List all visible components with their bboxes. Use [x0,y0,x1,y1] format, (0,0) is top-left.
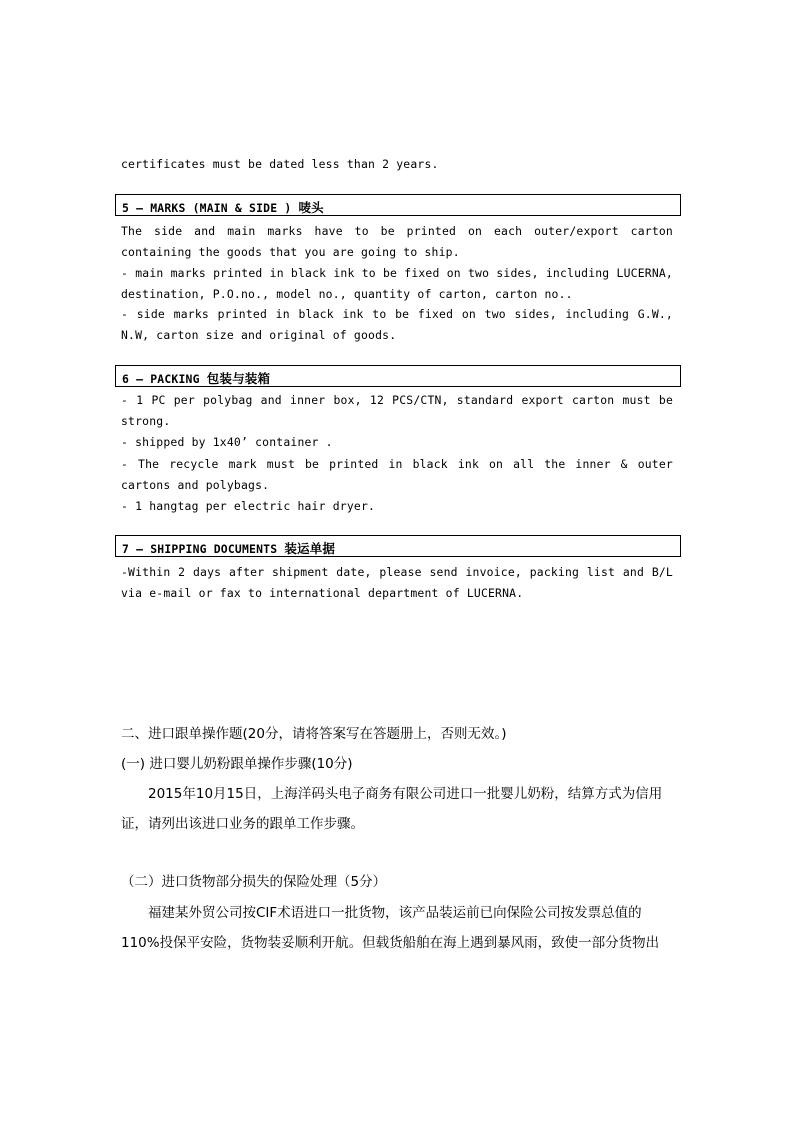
section-5-line-5: - side marks printed in black ink to be fixed on two sides, including G.W., [121,307,673,321]
section-7-heading-zh: 装运单据 [284,541,336,556]
section-5-line-3: - main marks printed in black ink to be fixed on two sides, including LUCERNA, [121,266,673,280]
section-6-line-6: - 1 hangtag per electric hair dryer. [121,499,376,513]
section-6-heading-zh: 包装与装箱 [206,371,271,386]
section-7-header [115,535,681,557]
section-6-heading [122,369,270,387]
section-6-line-3: - shipped by 1x40’ container . [121,435,333,449]
section-5-line-4: destination, P.O.no., model no., quantity of carton, carton no.. [121,287,573,301]
q1-line-2: 证，请列出该进口业务的跟单工作步骤。 [121,816,364,832]
section-5-heading-en: 5 – MARKS (MAIN & SIDE ) [122,201,299,215]
q2-title: （二）进口货物部分损失的保险处理（5分） [121,874,387,890]
section-5-line-2: containing the goods that you are going to ship. [121,245,460,259]
section-6-line-5: cartons and polybags. [121,478,270,492]
section-6-line-1: - 1 PC per polybag and inner box, 12 PCS/CTN, standard export carton must be [121,393,673,407]
section-6-line-4: - The recycle mark must be printed in black ink on all the inner & outer [121,457,673,471]
q1-title: (一) 进口婴儿奶粉跟单操作步骤(10分) [121,756,353,772]
section-6-line-2: strong. [121,414,171,428]
section-5-heading-zh: 唛头 [298,200,324,215]
section-7-line-1: -Within 2 days after shipment date, please send invoice, packing list and B/L [121,565,673,579]
section-5-heading [122,198,324,216]
section-5-header [115,194,681,216]
section-6-heading-en: 6 – PACKING [122,372,207,386]
section-5-line-1: The side and main marks have to be printed on each outer/export carton [121,224,673,238]
q2-line-1: 福建某外贸公司按CIF术语进口一批货物，该产品装运前已向保险公司按发票总值的 [148,905,642,921]
section-7-heading-en: 7 – SHIPPING DOCUMENTS [122,542,285,556]
part2-title: 二、进口跟单操作题(20分，请将答案写在答题册上，否则无效。) [121,726,507,742]
section-5-line-6: N.W, carton size and original of goods. [121,328,397,342]
q1-line-1: 2015年10月15日，上海洋码头电子商务有限公司进口一批婴儿奶粉，结算方式为信用 [148,786,663,802]
section-7-heading [122,539,335,557]
intro-line: certificates must be dated less than 2 years. [121,157,439,171]
section-6-header [115,365,681,387]
q2-line-2: 110%投保平安险，货物装妥顺利开航。但载货船舶在海上遇到暴风雨，致使一部分货物出 [121,935,660,951]
section-7-line-2: via e-mail or fax to international department of LUCERNA. [121,586,524,600]
